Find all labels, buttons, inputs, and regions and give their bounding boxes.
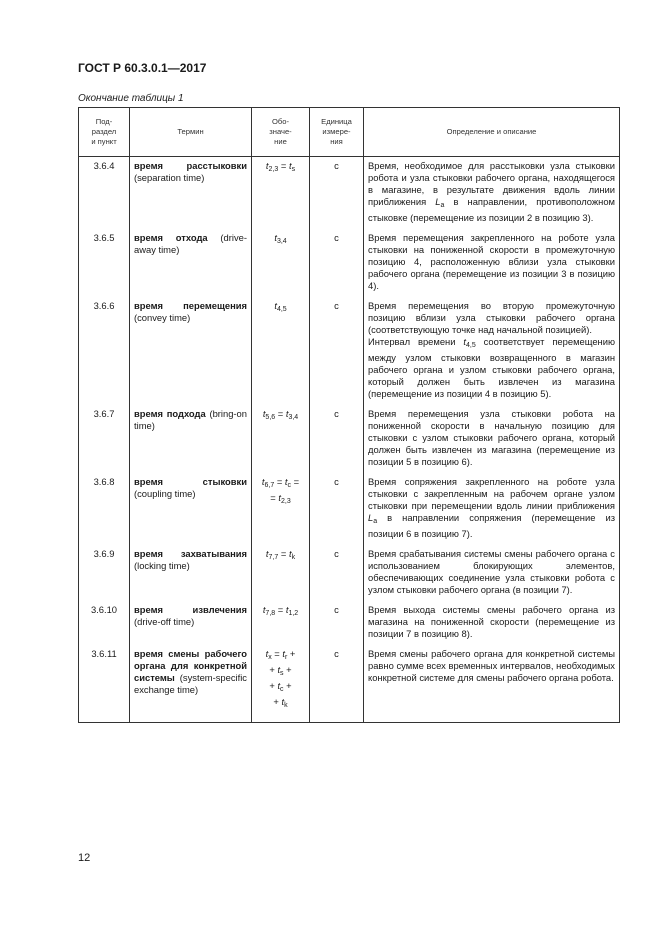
row-term: время подхода (bring-on time) (130, 408, 252, 476)
col-header-subsection: Под- раздел и пункт (79, 108, 130, 157)
row-number: 3.6.5 (79, 232, 130, 300)
col-header-definition: Определение и описание (364, 108, 620, 157)
row-number: 3.6.4 (79, 157, 130, 233)
col-header-designation: Обо- значе- ние (252, 108, 310, 157)
table-caption: Окончание таблицы 1 (78, 93, 184, 104)
row-term: время смены рабочего органа для конкретной системы (system-specific exchange time) (130, 648, 252, 723)
table-header-row (79, 108, 620, 157)
row-unit: с (310, 604, 364, 648)
col-header-unit: Единица измере- ния (310, 108, 364, 157)
row-unit: с (310, 232, 364, 300)
row-number: 3.6.9 (79, 548, 130, 604)
row-unit: с (310, 648, 364, 723)
row-number: 3.6.11 (79, 648, 130, 723)
row-term: время отхода (drive-away time) (130, 232, 252, 300)
row-designation: $t_{7,8} = t_{1,2}$ (252, 604, 310, 648)
table-row (79, 157, 620, 233)
terms-table (78, 107, 620, 723)
row-number: 3.6.6 (79, 300, 130, 408)
row-designation: $t_{7,7} = t_k$ (252, 548, 310, 604)
table-row (79, 604, 620, 648)
table-row (79, 232, 620, 300)
table-row (79, 476, 620, 548)
row-designation: $t_{2,3} = t_s$ (252, 157, 310, 233)
row-designation: $t_{5,6} = t_{3,4}$ (252, 408, 310, 476)
row-unit: с (310, 476, 364, 548)
row-designation: $t_{3,4}$ (252, 232, 310, 300)
row-definition: Время перемещения закрепленного на роботе узла стыковки на пониженной скорости в промежуточную позицию 4, расположенную вблизи узла стыковки рабочего органа (перемещение из позиции 3 в позицию 4). (364, 232, 620, 300)
row-unit: с (310, 300, 364, 408)
table-row (79, 548, 620, 604)
col-header-term: Термин (130, 108, 252, 157)
row-definition: Время сопряжения закрепленного на роботе узла стыковки с закрепленным на рабочем органе узлом стыковки при перемещении вдоль линии приближения $L_a$ в направлении сопряжения (перемещение из позиции 6 в позицию 7). (364, 476, 620, 548)
row-term: время извлечения (drive-off time) (130, 604, 252, 648)
table-row (79, 408, 620, 476)
row-number: 3.6.10 (79, 604, 130, 648)
row-number: 3.6.7 (79, 408, 130, 476)
row-designation: $t_x = t_r$ + + $t_s$ + + $t_c$ + + $t_k$ (252, 648, 310, 723)
row-term: время захватывания (locking time) (130, 548, 252, 604)
row-definition: Время срабатывания системы смены рабочего органа с использованием блокирующих элементов, обеспечивающих соединение узла стыковки робота с узлом стыковки рабочего органа (в позиции 7). (364, 548, 620, 604)
row-definition: Время, необходимое для расстыковки узла стыковки робота и узла стыковки рабочего органа, находящегося в магазине, в результате движения вдоль линии приближения $L_a$ в направлении, противоположном стыковке (перемещение из позиции 2 в позицию 3). (364, 157, 620, 233)
row-definition: Время смены рабочего органа для конкретной системы равно сумме всех временных интервалов, необходимых конкретной системе для смены рабочего органа робота. (364, 648, 620, 723)
table-row (79, 648, 620, 723)
table-row (79, 300, 620, 408)
row-unit: с (310, 157, 364, 233)
row-unit: с (310, 408, 364, 476)
row-term: время перемещения (convey time) (130, 300, 252, 408)
row-definition: Время перемещения во вторую промежуточную позицию вблизи узла стыковки рабочего органа (соответствующую точке над начальной позицией). Интервал времени $t_{4,5}$ соответствует перемещению между узлом стыковки возвращенного в магазин рабочего органа и узлом стыковки рабочего органа, который должен быть извлечен из магазина (перемещение из позиции 4 в позицию 5). (364, 300, 620, 408)
row-unit: с (310, 548, 364, 604)
row-term: время расстыковки (separation time) (130, 157, 252, 233)
row-definition: Время перемещения узла стыковки робота на пониженной скорости в начальную позицию для стыковки с узлом стыковки рабочего органа, который должен быть извлечен из магазина (перемещение из позиции 5 в позицию 6). (364, 408, 620, 476)
row-number: 3.6.8 (79, 476, 130, 548)
document-code: ГОСТ Р 60.3.0.1—2017 (78, 61, 207, 75)
row-definition: Время выхода системы смены рабочего органа из магазина на пониженной скорости (перемещение из позиции 7 в позицию 8). (364, 604, 620, 648)
page-number: 12 (78, 852, 91, 864)
row-designation: $t_{4,5}$ (252, 300, 310, 408)
row-designation: $t_{6,7} = t_c$ = = $t_{2,3}$ (252, 476, 310, 548)
row-term: время стыковки (coupling time) (130, 476, 252, 548)
